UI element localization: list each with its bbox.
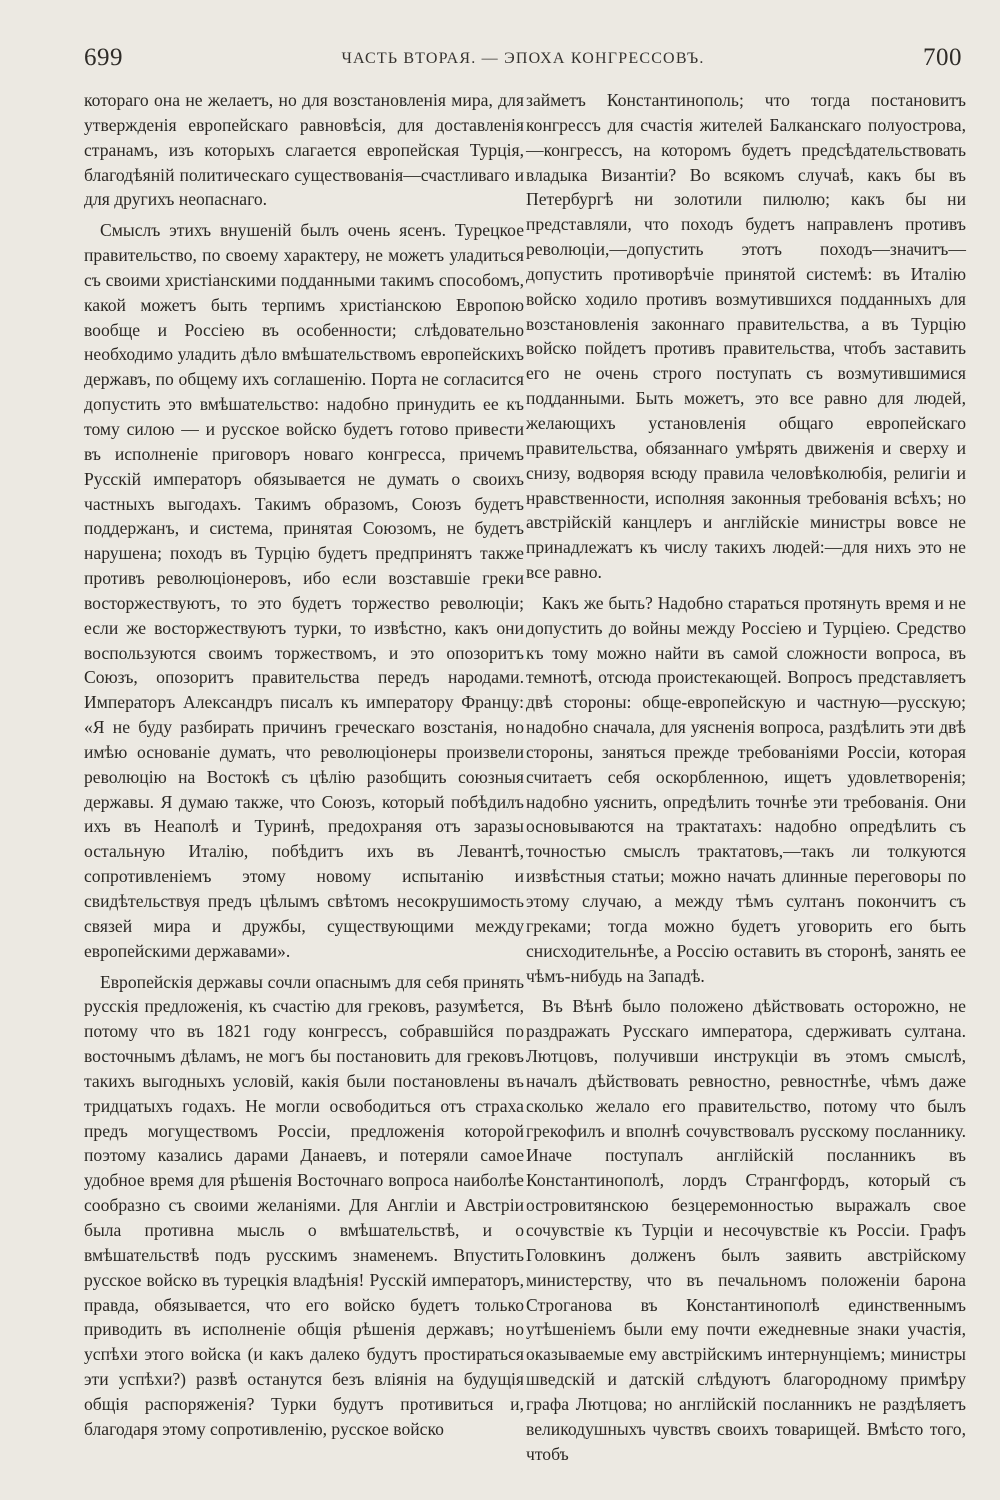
running-title: ЧАСТЬ ВТОРАЯ. — ЭПОХА КОНГРЕССОВЪ. (341, 50, 705, 67)
paragraph: Европейскія державы сочли опаснымъ для себя принять русскія предложенія, къ счастію для грековъ, разумѣется, потому что въ 1821 году конгрессъ, собравшійся по восточнымъ дѣламъ, не могъ бы постановить для грековъ такихъ выгодныхъ условій, какія были постановлены въ тридцатыхъ годахъ. Не могли освободиться отъ страха предъ могуществомъ Россіи, предложенія которой поэтому казались дарами Данаевъ, и потеряли самое удобное время для рѣшенія Восточнаго вопроса наиболѣе сообразно съ своими желаніями. Для Англіи и Австріи была противна мысль о вмѣшательствѣ, и о вмѣшательствѣ подъ русскимъ знаменемъ. Впустить русское войско въ турецкія владѣнія! Русскій императоръ, правда, обязывается, что его войско будетъ только приводить въ исполненіе общія рѣшенія державъ; но успѣхи этого войска (и какъ далеко будутъ простираться эти успѣхи?) развѣ останутся безъ вліянія на будущія общія распоряженія? Турки будутъ противиться и, благодаря этому сопротивленію, русское войско (84, 971, 524, 1439)
page-header (84, 40, 962, 80)
paragraph: Въ Вѣнѣ было положено дѣйствовать осторожно, не раздражать Русскаго императора, сдерживать султана. Лютцовъ, получивши инструкціи въ этомъ смыслѣ, началъ дѣйствовать ревностно, ревностнѣе, чѣмъ даже сколько желало его правительство, потому что былъ грекофилъ и вполнѣ сочувствовалъ русскому посланнику. Иначе поступалъ англійскій посланникъ въ Константинополѣ, лордъ Странгфордъ, который съ островитянскою безцеремонностью выражалъ свое сочувствіе къ Турціи и несочувствіе къ Россіи. Графъ Головкинъ долженъ былъ заявить австрійскому министерству, что въ печальномъ положеніи барона Строганова въ Константинополѣ единственнымъ утѣшеніемъ были ему почти ежедневные знаки участія, оказываемые ему австрійскимъ интернунціемъ; министры шведскій и датскій слѣдуютъ благородному примѣру графа Лютцова; но англійскій посланникъ не раздѣляетъ великодушныхъ чувствъ своихъ товарищей. Вмѣсто того, чтобъ (526, 996, 966, 1464)
right-column (526, 88, 966, 1466)
left-column (84, 88, 524, 1442)
paragraph: Смыслъ этихъ внушеній былъ очень ясенъ. Турецкое правительство, по своему характеру, не можетъ уладиться съ своими христіанскими подданными такимъ способомъ, какой можетъ быть терпимъ христіанскою Европою вообще и Россіею въ особенности; слѣдовательно необходимо уладить дѣло вмѣшательствомъ европейскихъ державъ, по общему ихъ соглашенію. Порта не согласится допустить это вмѣшательство: надобно принудить ее къ тому силою — и русское войско будетъ готово привести въ исполненіе приговоръ новаго конгресса, причемъ Русскій императоръ обязывается не думать о своихъ частныхъ выгодахъ. Такимъ образомъ, Союзъ будетъ поддержанъ, и система, принятая Союзомъ, не будетъ нарушена; походъ въ Турцію будетъ предпринятъ также противъ революціонеровъ, ибо если возставшіе греки восторжествуютъ, то это будетъ торжество революціи; если же восторжествуютъ турки, то извѣстно, какъ они воспользуются своимъ торжествомъ, и это опозоритъ Союзъ, опозоритъ правительства передъ народами. Императоръ Александръ писалъ къ императору Францу: «Я не буду разбирать причинъ греческаго возстанія, но имѣю основаніе думать, что революціонеры произвели революцію на Востокѣ съ цѣлію разобщить союзныя державы. Я думаю также, что Союзъ, который побѣдилъ ихъ въ Неаполѣ и Туринѣ, предохраняя отъ заразы остальную Италію, побѣдитъ ихъ въ Левантѣ, сопротивленіемъ этому новому испытанію и свидѣтельствуя предъ цѣлымъ свѣтомъ несокрушимость связей мира и дружбы, существующими между европейскими державами». (84, 220, 524, 961)
page-number-left: 699 (84, 44, 123, 71)
paragraph: Какъ же быть? Надобно стараться протянуть время и не допустить до войны между Россіею и Турціею. Средство къ тому можно найти въ самой сложности вопроса, въ темнотѣ, отсюда проистекающей. Вопросъ представляетъ двѣ стороны: обще-европейскую и частную—русскую; надобно сначала, для уясненія вопроса, раздѣлить эти двѣ стороны, заняться прежде требованіями Россіи, которая считаетъ себя оскорбленною, ищетъ удовлетворенія; надобно уяснить, опредѣлить точнѣе эти требованія. Они основываются на трактатахъ: надобно опредѣлить съ точностью смыслъ трактатовъ,—такъ ли толкуются извѣстныя статьи; можно начать длинные переговоры по этому случаю, а между тѣмъ султанъ покончитъ съ греками; тогда можно будетъ уговорить его быть снисходительнѣе, а Россію оставить въ сторонѣ, занять ее чѣмъ-нибудь на Западѣ. (526, 592, 966, 986)
page-number-right: 700 (923, 44, 962, 71)
paragraph: котораго она не желаетъ, но для возстановленія мира, для утвержденія европейскаго равновѣсія, для доставленія странамъ, изъ которыхъ слагается европейская Турція, благодѣяній политическаго существованія—счастливаго и для другихъ неопаснаго. (84, 90, 524, 210)
paragraph: займетъ Константинополь; что тогда постановитъ конгрессъ для счастія жителей Балканскаго полуострова,—конгрессъ, на которомъ будетъ предсѣдательствовать владыка Византіи? Во всякомъ случаѣ, какъ бы въ Петербургѣ ни золотили пилюлю; какъ бы ни представляли, что походъ будетъ направленъ противъ революціи,—допустить этотъ походъ—значитъ—допустить противорѣчіе принятой системѣ: въ Италію войско ходило противъ возмутившихся подданныхъ для возстановленія законнаго правительства, а въ Турцію войско пойдетъ противъ правительства, чтобъ заставить его не очень строго поступать съ возмутившимися подданными. Быть можетъ, это все равно для людей, желающихъ установленія общаго европейскаго правительства, обязаннаго умѣрять движенія и сверху и снизу, водворяя всюду правила человѣколюбія, религіи и нравственности, исполняя законныя требованія всѣхъ; но австрійскій канцлеръ и англійскіе министры вовсе не принадлежатъ къ числу такихъ людей:—для нихъ это не все равно. (526, 90, 966, 583)
